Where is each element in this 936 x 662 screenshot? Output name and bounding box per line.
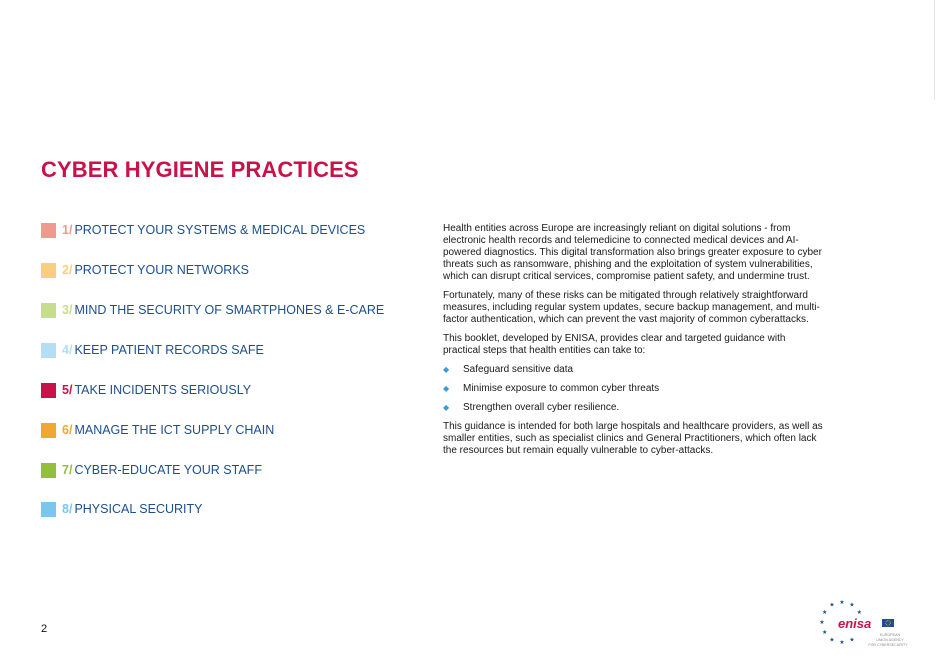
list-item [443,402,825,414]
intro-paragraph: This booklet, developed by ENISA, provides clear and targeted guidance with practical steps that health entities can take to: [443,333,786,356]
diamond-icon: ◆ [443,365,450,374]
practice-number: 7/ [62,463,73,477]
star-icon: ★ [839,640,845,646]
star-icon: ★ [839,600,845,606]
practice-item-2[interactable] [41,262,249,278]
eu-flag-icon [882,619,894,627]
practice-item-8[interactable] [41,501,202,517]
star-icon: ★ [822,610,828,616]
practice-swatch [41,423,56,438]
practice-label: PROTECT YOUR NETWORKS [74,263,249,277]
practice-swatch [41,502,56,517]
logo-word: enisa [838,616,872,631]
diamond-icon: ◆ [443,403,450,412]
star-icon: ★ [829,602,835,609]
list-item [443,383,825,395]
logo-tagline: FOR CYBERSECURITY [868,643,908,647]
practice-label: MIND THE SECURITY OF SMARTPHONES & E-CARE [74,303,385,317]
bullet-list [443,364,825,414]
practice-label: PROTECT YOUR SYSTEMS & MEDICAL DEVICES [74,223,366,237]
practice-number: 5/ [62,383,73,397]
logo-tagline: EUROPEAN [879,633,901,637]
diamond-icon: ◆ [443,384,450,393]
bullet-text: Minimise exposure to common cyber threats [463,383,660,394]
star-icon: ★ [819,620,825,626]
practice-label: MANAGE THE ICT SUPPLY CHAIN [74,423,275,437]
practice-item-3[interactable] [41,302,384,318]
practice-item-4[interactable] [41,342,264,358]
practice-swatch [41,343,56,358]
practice-label: TAKE INCIDENTS SERIOUSLY [74,383,252,397]
practice-swatch [41,263,56,278]
intro-paragraph: Health entities across Europe are increasingly reliant on digital solutions - from electronic health records and telemedicine to connected medical devices and AI-powered diagnostics. This digital transformation also brings greater exposure to cyber threats such as ransomware, phishing and the exploitation of system vulnerabilities, which can disrupt critical services, compromise patient safety, and undermine trust. [443,223,822,282]
practice-label: CYBER-EDUCATE YOUR STAFF [74,463,262,477]
list-item [443,364,825,376]
star-icon: ★ [822,630,828,636]
star-icon: ★ [849,637,855,644]
bullet-text: Safeguard sensitive data [463,364,574,375]
practice-swatch [41,223,56,238]
practice-number: 1/ [62,223,73,237]
practice-number: 2/ [62,263,73,277]
practice-swatch [41,303,56,318]
page-edge-divider [934,0,935,100]
practice-number: 4/ [62,343,73,357]
practice-item-6[interactable] [41,422,274,438]
logo-tagline: UNION AGENCY [876,638,904,642]
practice-number: 8/ [62,502,73,516]
practice-number: 6/ [62,423,73,437]
page-title: CYBER HYGIENE PRACTICES [41,156,359,182]
star-icon: ★ [849,602,855,609]
page-number: 2 [41,623,48,635]
practice-item-1[interactable] [41,222,365,238]
practice-item-5[interactable] [41,382,251,398]
practice-label: KEEP PATIENT RECORDS SAFE [74,343,264,357]
star-icon: ★ [856,610,862,616]
practice-item-7[interactable] [41,462,262,478]
star-icon: ★ [829,637,835,644]
practice-number: 3/ [62,303,73,317]
intro-paragraph: Fortunately, many of these risks can be mitigated through relatively straightforward measures, including regular system updates, secure backup management, and multi-factor authentication, which can prevent the vast majority of common cyberattacks. [443,290,820,325]
intro-paragraph: This guidance is intended for both large hospitals and healthcare providers, as well as smaller entities, such as specialist clinics and General Practitioners, which often lack the resources but remain equally vulnerable to cyber-attacks. [443,421,823,456]
bullet-text: Strengthen overall cyber resilience. [463,402,620,413]
enisa-logo [818,596,908,650]
intro-text [443,223,825,464]
practice-swatch [41,383,56,398]
practice-label: PHYSICAL SECURITY [74,502,203,516]
practice-swatch [41,463,56,478]
